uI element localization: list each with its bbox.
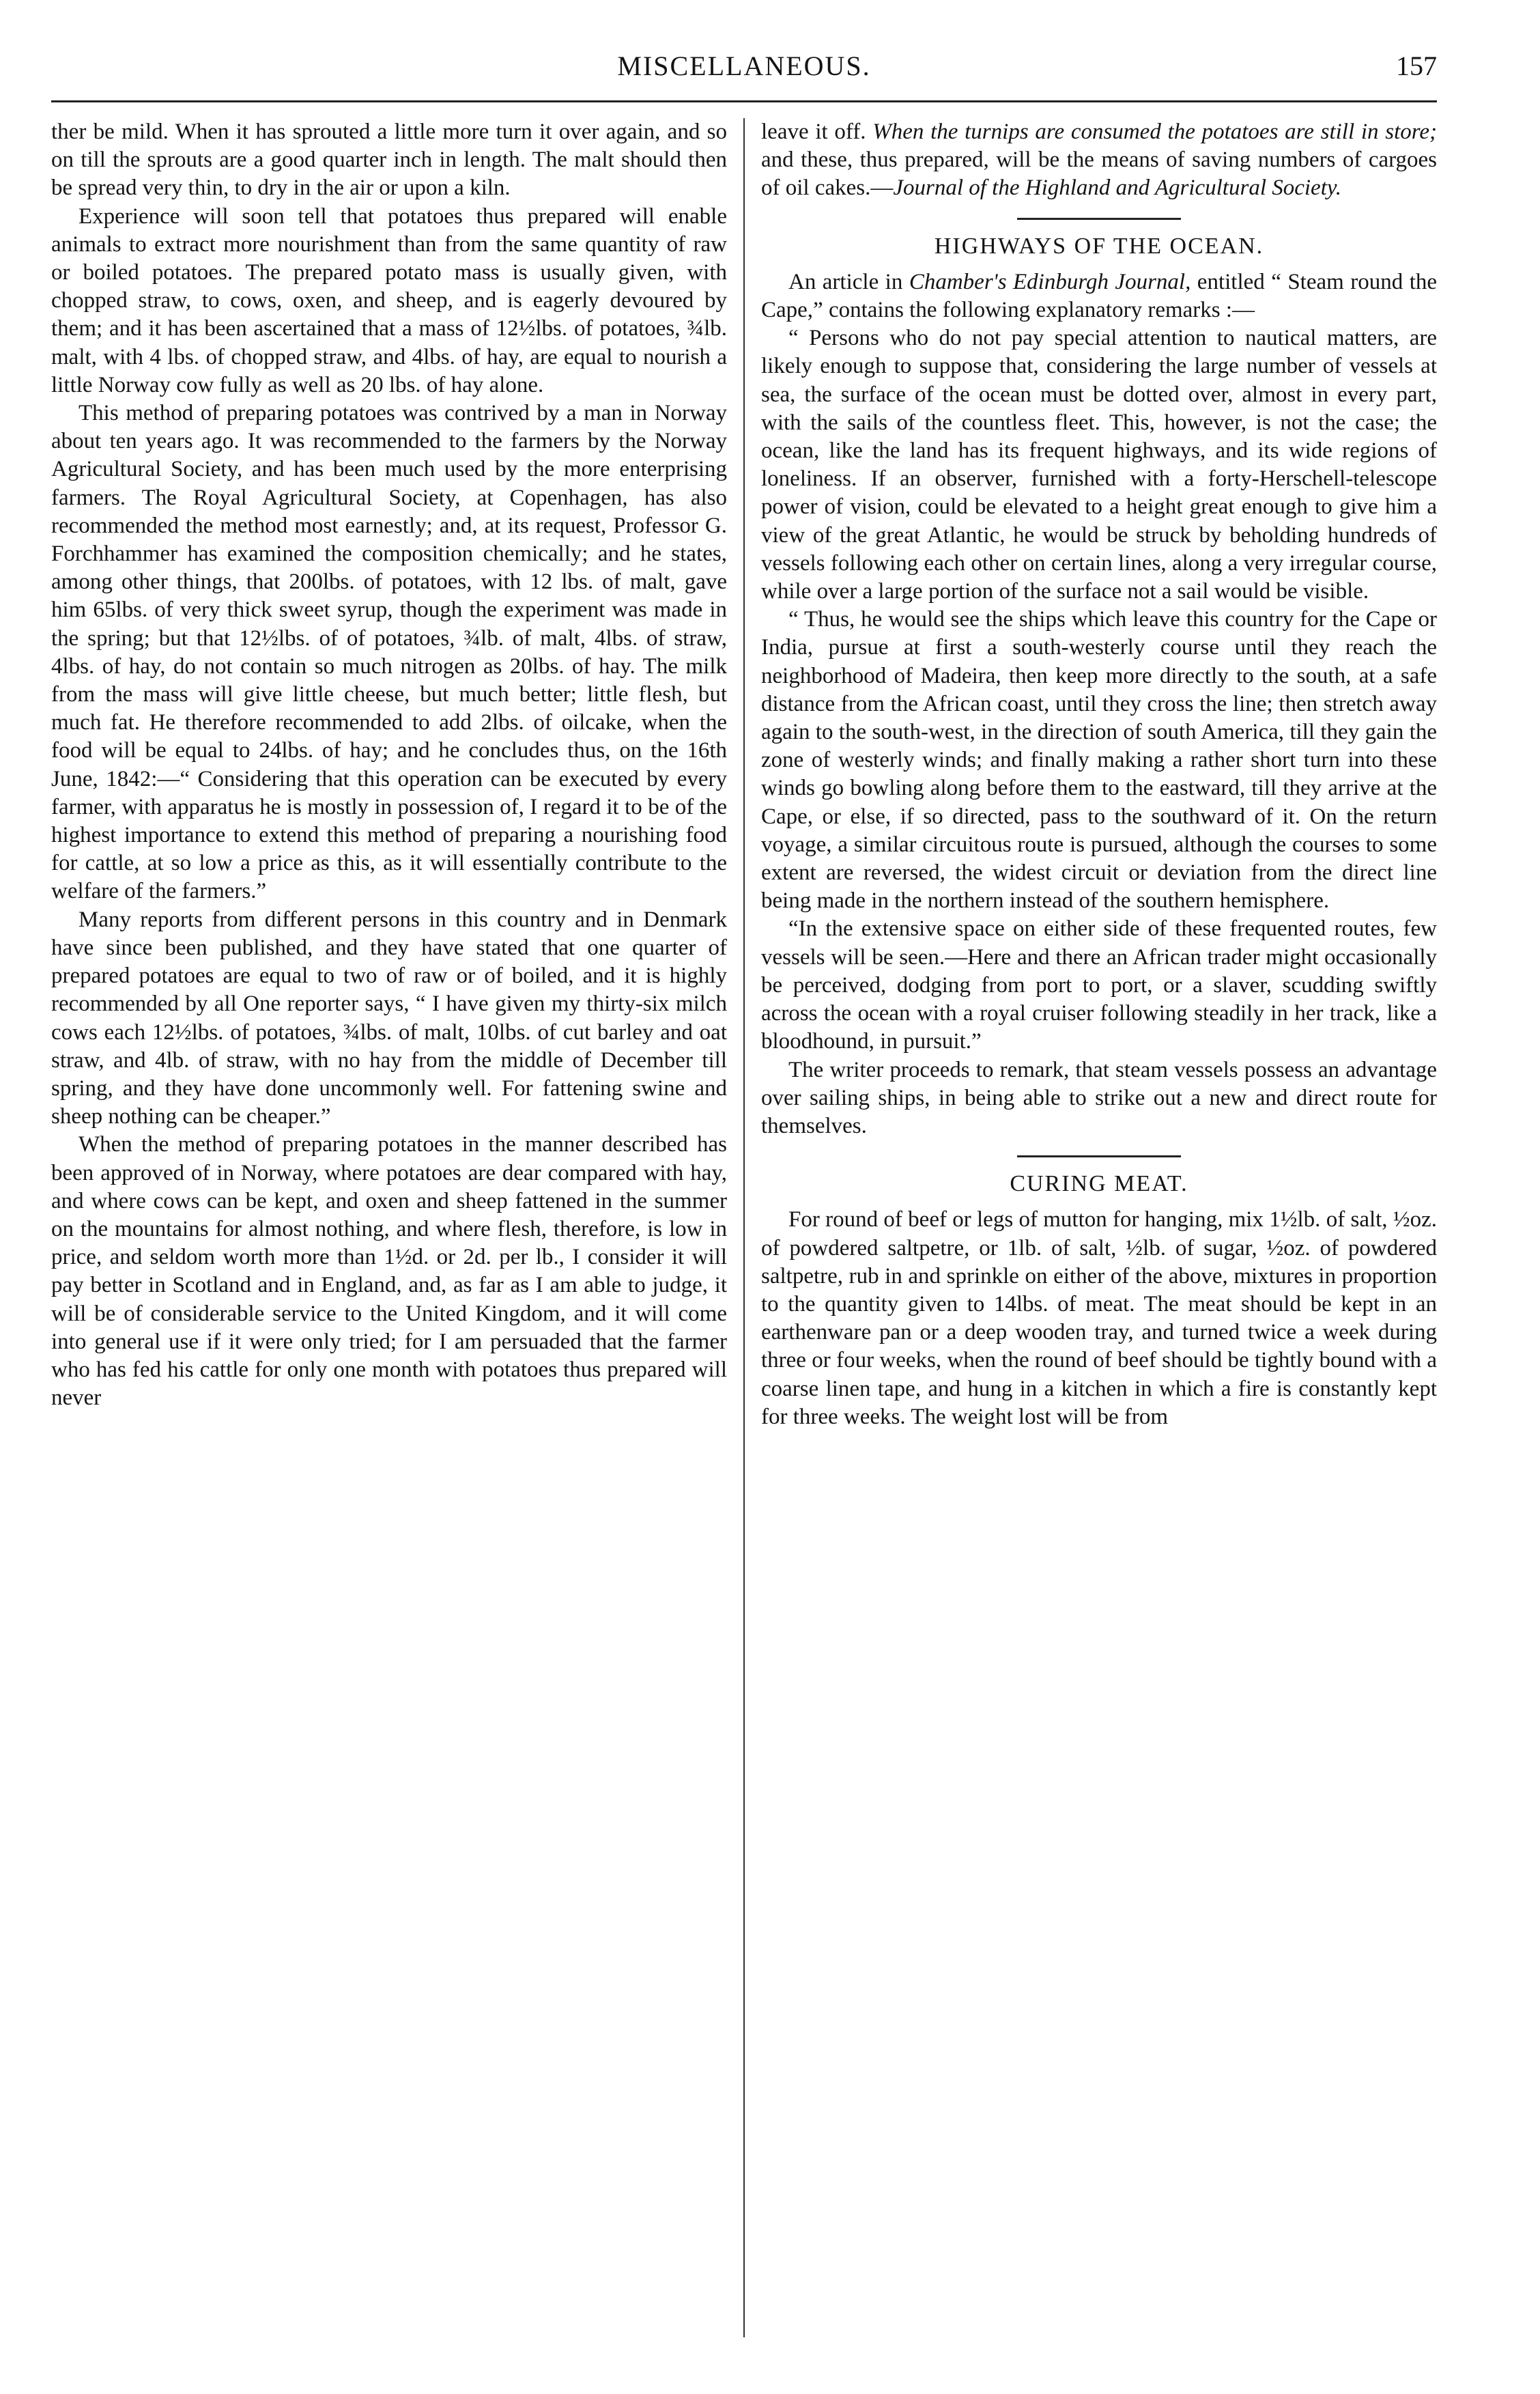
section-separator (1017, 1155, 1181, 1157)
paragraph: Experience will soon tell that potatoes thus prepared will enable animals to extract more nourishment than from the same quantity of raw or boiled potatoes. The prepared potato mass is usually given, with chopped straw, to cows, oxen, and sheep, and is eagerly devoured by them; and it has been ascertained that a mass of 12½lbs. of potatoes, ¾lb. malt, with 4 lbs. of chopped straw, and 4lbs. of hay, are equal to nourish a little Norway cow fully as well as 20 lbs. of hay alone. (51, 203, 727, 397)
paragraph: “ Thus, he would see the ships which leave this country for the Cape or India, pursue at first a south-westerly course until they reach the neighborhood of Madeira, then keep more directly to the south, at a safe distance from the African coast, until they cross the line; then stretch away again to the south-west, in the direction of south America, till they gain the zone of westerly winds; and finally making a rather short turn into these winds go bowling along before them to the eastward, till they arrive at the Cape, or else, if so directed, pass to the southward of it. On the return voyage, a similar circuitous route is pursued, although the courses to some extent are reversed, the widest circuit or deviation from the direct line being made in the northern instead of the southern hemisphere. (761, 607, 1437, 914)
page-header (51, 38, 1437, 92)
journal-name: Chamber's Edinburgh Journal, (909, 269, 1191, 294)
paragraph: ther be mild. When it has sprouted a little more turn it over again, and so on till the sprouts are a good quarter inch in length. The malt should then be spread very thin, to dry in the air or upon a kiln. (51, 119, 727, 201)
article-intro (761, 268, 1437, 324)
column-divider (743, 118, 745, 2337)
page-number: 157 (1396, 51, 1437, 81)
newspaper-page (51, 38, 1437, 2359)
continuation-italic: When the turnips are consumed the potatoes are still in store; (872, 119, 1437, 144)
header-rule (51, 100, 1437, 102)
paragraph: For round of beef or legs of mutton for hanging, mix 1½lb. of salt, ½oz. of powdered saltpetre, or 1lb. of salt, ½lb. of sugar, ½oz. of powdered saltpetre, rub in and sprinkle on either of the above, mixtures in proportion to the quantity given to 14lbs. of meat. The meat should be kept in an earthenware pan or a deep wooden tray, and turned twice a week during three or four weeks, when the round of beef should be tightly bound with a coarse linen tape, and hung in a kitchen in which a fire is constantly kept for three weeks. The weight lost will be from (761, 1207, 1437, 1429)
continuation-text: leave it off. (761, 119, 866, 144)
continuation-paragraph (761, 118, 1437, 203)
intro-text: An article in (788, 269, 903, 294)
section-separator (1017, 218, 1181, 220)
continuation-text-after: and these, thus prepared, will be the means of saving numbers of cargoes of oil cakes.— (761, 147, 1437, 201)
article-title-highways: HIGHWAYS OF THE OCEAN. (934, 233, 1264, 259)
paragraph: When the method of preparing potatoes in the manner described has been approved of in Norway, where potatoes are dear compared with hay, and where cows can be kept, and oxen and sheep fattened in the summer on the mountains for almost nothing, and where flesh, therefore, is low in price, and seldom worth more than 1½d. or 2d. per lb., I consider it will pay better in Scotland and in England, and, as far as I am able to judge, it will be of considerable service to the United Kingdom, and it will come into general use if it were only tried; for I am persuaded that the farmer who has fed his cattle for only one month with potatoes thus prepared will never (51, 1132, 727, 1411)
source-citation: Journal of the Highland and Agricultural Society. (893, 175, 1341, 201)
right-column (761, 118, 1437, 1431)
section-heading: MISCELLANEOUS. (617, 51, 871, 81)
paragraph: The writer proceeds to remark, that steam vessels possess an advantage over sailing ships, in being able to strike out a new and direct route for themselves. (761, 1057, 1437, 1138)
left-column (51, 118, 727, 1412)
paragraph: Many reports from different persons in this country and in Denmark have since been published, and they have stated that one quarter of prepared potatoes are equal to two of raw or of boiled, and it is highly recommended by all One reporter says, “ I have given my thirty-six milch cows each 12½lbs. of potatoes, ¾lbs. of malt, 10lbs. of cut barley and oat straw, and 4lb. of straw, with no hay from the middle of December till spring, and they have done uncommonly well. For fattening swine and sheep nothing can be cheaper.” (51, 907, 727, 1129)
paragraph: This method of preparing potatoes was contrived by a man in Norway about ten years ago. It was recommended to the farmers by the Norway Agricultural Society, and has been much used by the more enterprising farmers. The Royal Agricultural Society, at Copenhagen, has also recommended the method most earnestly; and, at its request, Professor G. Forchhammer has examined the composition chemically; and he states, among other things, that 200lbs. of potatoes, with 12 lbs. of malt, gave him 65lbs. of very thick sweet syrup, though the experiment was made in the spring; but that 12½lbs. of of potatoes, ¾lb. of malt, 4lbs. of straw, 4lbs. of hay, do not contain so much nitrogen as 20lbs. of hay. The milk from the mass will give little cheese, but much better; little flesh, but much fat. He therefore recommended to add 2lbs. of oilcake, when the food will be equal to 24lbs. of hay; and he concludes thus, on the 16th June, 1842:—“ Considering that this operation can be executed by every farmer, with apparatus he is mostly in possession of, I regard it to be of the highest importance to extend this method of preparing a nourishing food for cattle, at so low a price as this, as it will essentially contribute to the welfare of the farmers.” (51, 401, 727, 904)
paragraph: “In the extensive space on either side of these frequented routes, few vessels will be seen.—Here and there an African trader might occasionally be perceived, dodging from port to port, or a slaver, scudding swiftly across the ocean with a royal cruiser following steadily in her track, like a bloodhound, in pursuit.” (761, 916, 1437, 1054)
intro-text-after: entitled “ Steam round the Cape,” contains the following explanatory remarks :— (761, 269, 1438, 323)
paragraph: “ Persons who do not pay special attention to nautical matters, are likely enough to suppose that, considering the large number of vessels at sea, the surface of the ocean must be dotted over, almost in every part, with the sails of the countless fleet. This, however, is not the case; the ocean, like the land has its frequent highways, and its wide regions of loneliness. If an observer, furnished with a forty-Herschell-telescope power of vision, could be elevated to a height great enough to give him a view of the great Atlantic, he would be struck by beholding hundreds of vessels following each other on certain lines, along a very irregular course, while over a large portion of the surface not a sail would be visible. (761, 326, 1437, 604)
article-title-curing: CURING MEAT. (1010, 1171, 1188, 1197)
